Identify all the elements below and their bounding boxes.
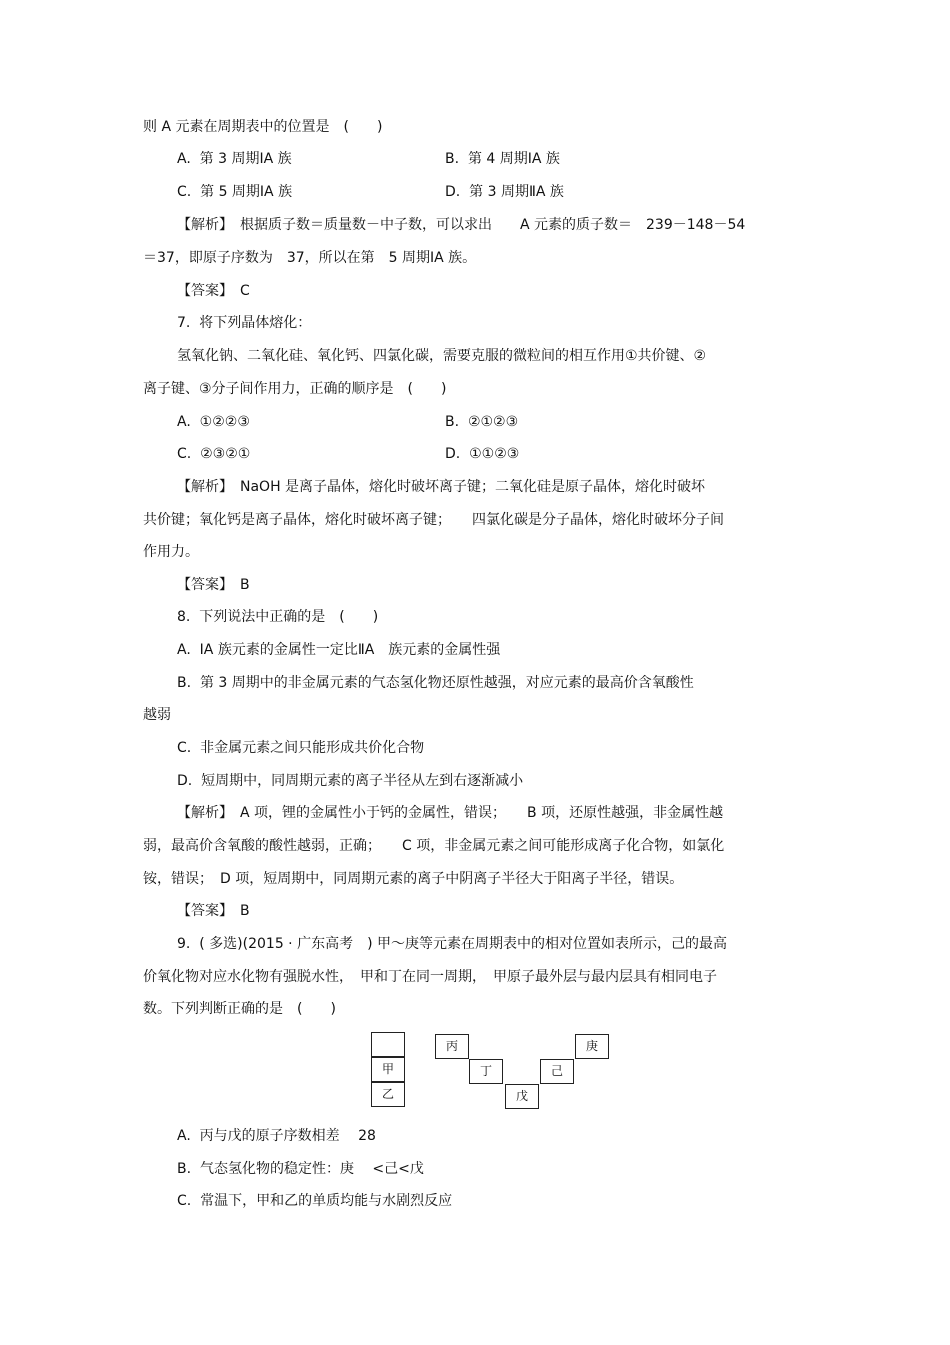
q9-option-b: B. 气态氢化物的稳定性：庚 <己<戊 (177, 1161, 424, 1177)
q6-option-d: D. 第 3 周期ⅡA 族 (445, 184, 564, 200)
table-cell-wu: 戊 (505, 1084, 539, 1109)
q9-option-c: C. 常温下，甲和乙的单质均能与水剧烈反应 (177, 1193, 453, 1209)
table-cell-bing: 丙 (435, 1034, 469, 1059)
q6-stem: 则 A 元素在周期表中的位置是 ( ) (143, 119, 383, 135)
q7-option-c: C. ②③②① (177, 446, 251, 462)
q7-analysis-line3: 作用力。 (143, 544, 199, 560)
table-cell-yi: 乙 (371, 1082, 405, 1107)
q8-option-b: B. 第 3 周期中的非金属元素的气态氢化物还原性越强，对应元素的最高价含氧酸性 (177, 675, 694, 691)
q9-option-a: A. 丙与戊的原子序数相差 28 (177, 1128, 376, 1144)
table-cell-geng: 庚 (575, 1034, 609, 1059)
q7-option-a: A. ①②②③ (177, 414, 250, 430)
q8-analysis: 【解析】 A 项，锂的金属性小于钙的金属性，错误； B 项，还原性越强，非金属性越 (177, 805, 724, 821)
q8-analysis-line2: 弱，最高价含氧酸的酸性越弱，正确； C 项，非金属元素之间可能形成离子化合物，如氯化 (143, 838, 725, 854)
q7-answer: 【答案】 B (177, 577, 250, 593)
table-cell-ding: 丁 (469, 1059, 503, 1084)
q8-option-a: A. ⅠA 族元素的金属性一定比ⅡA 族元素的金属性强 (177, 642, 501, 658)
q9-stem-line2: 价氧化物对应水化物有强脱水性， 甲和丁在同一周期， 甲原子最外层与最内层具有相同电子 (143, 969, 717, 985)
table-cell-jia: 甲 (371, 1057, 405, 1082)
q7-option-b: B. ②①②③ (445, 414, 519, 430)
q6-option-a: A. 第 3 周期ⅠA 族 (177, 151, 292, 167)
q8-analysis-line3: 铵，错误； D 项，短周期中，同周期元素的离子中阴离子半径大于阳离子半径，错误。 (143, 871, 684, 887)
q7-analysis-line2: 共价键；氧化钙是离子晶体，熔化时破坏离子键； 四氯化碳是分子晶体，熔化时破坏分子间 (143, 512, 724, 528)
q7-option-d: D. ①①②③ (445, 446, 520, 462)
q7-stem-line3: 离子键、③分子间作用力，正确的顺序是 ( ) (143, 381, 447, 397)
q9-stem: 9. ( 多选)(2015 · 广东高考 ) 甲～庚等元素在周期表中的相对位置如表所示，己的最高 (177, 936, 727, 952)
q8-stem: 8. 下列说法中正确的是 ( ) (177, 609, 379, 625)
q6-analysis: 【解析】 根据质子数＝质量数－中子数，可以求出 A 元素的质子数＝ 239－148－54 (177, 217, 746, 233)
q8-option-d: D. 短周期中，同周期元素的离子半径从左到右逐渐减小 (177, 773, 524, 789)
q8-option-c: C. 非金属元素之间只能形成共价化合物 (177, 740, 425, 756)
table-cell-ji: 己 (540, 1059, 574, 1084)
q6-answer: 【答案】 C (177, 283, 250, 299)
q6-option-c: C. 第 5 周期ⅠA 族 (177, 184, 293, 200)
q9-stem-line3: 数。下列判断正确的是 ( ) (143, 1001, 336, 1017)
table-cell-empty (371, 1032, 405, 1057)
q7-analysis: 【解析】 NaOH 是离子晶体，熔化时破坏离子键；二氧化硅是原子晶体，熔化时破坏 (177, 479, 706, 495)
q8-answer: 【答案】 B (177, 903, 250, 919)
q7-stem: 7. 将下列晶体熔化： (177, 315, 312, 331)
q6-analysis-cont: ＝37，即原子序数为 37，所以在第 5 周期ⅠA 族。 (143, 250, 477, 266)
q7-stem-line2: 氢氧化钠、二氧化硅、氧化钙、四氯化碳，需要克服的微粒间的相互作用①共价键、② (177, 348, 707, 364)
q8-option-b-cont: 越弱 (143, 707, 171, 723)
q6-option-b: B. 第 4 周期ⅠA 族 (445, 151, 560, 167)
